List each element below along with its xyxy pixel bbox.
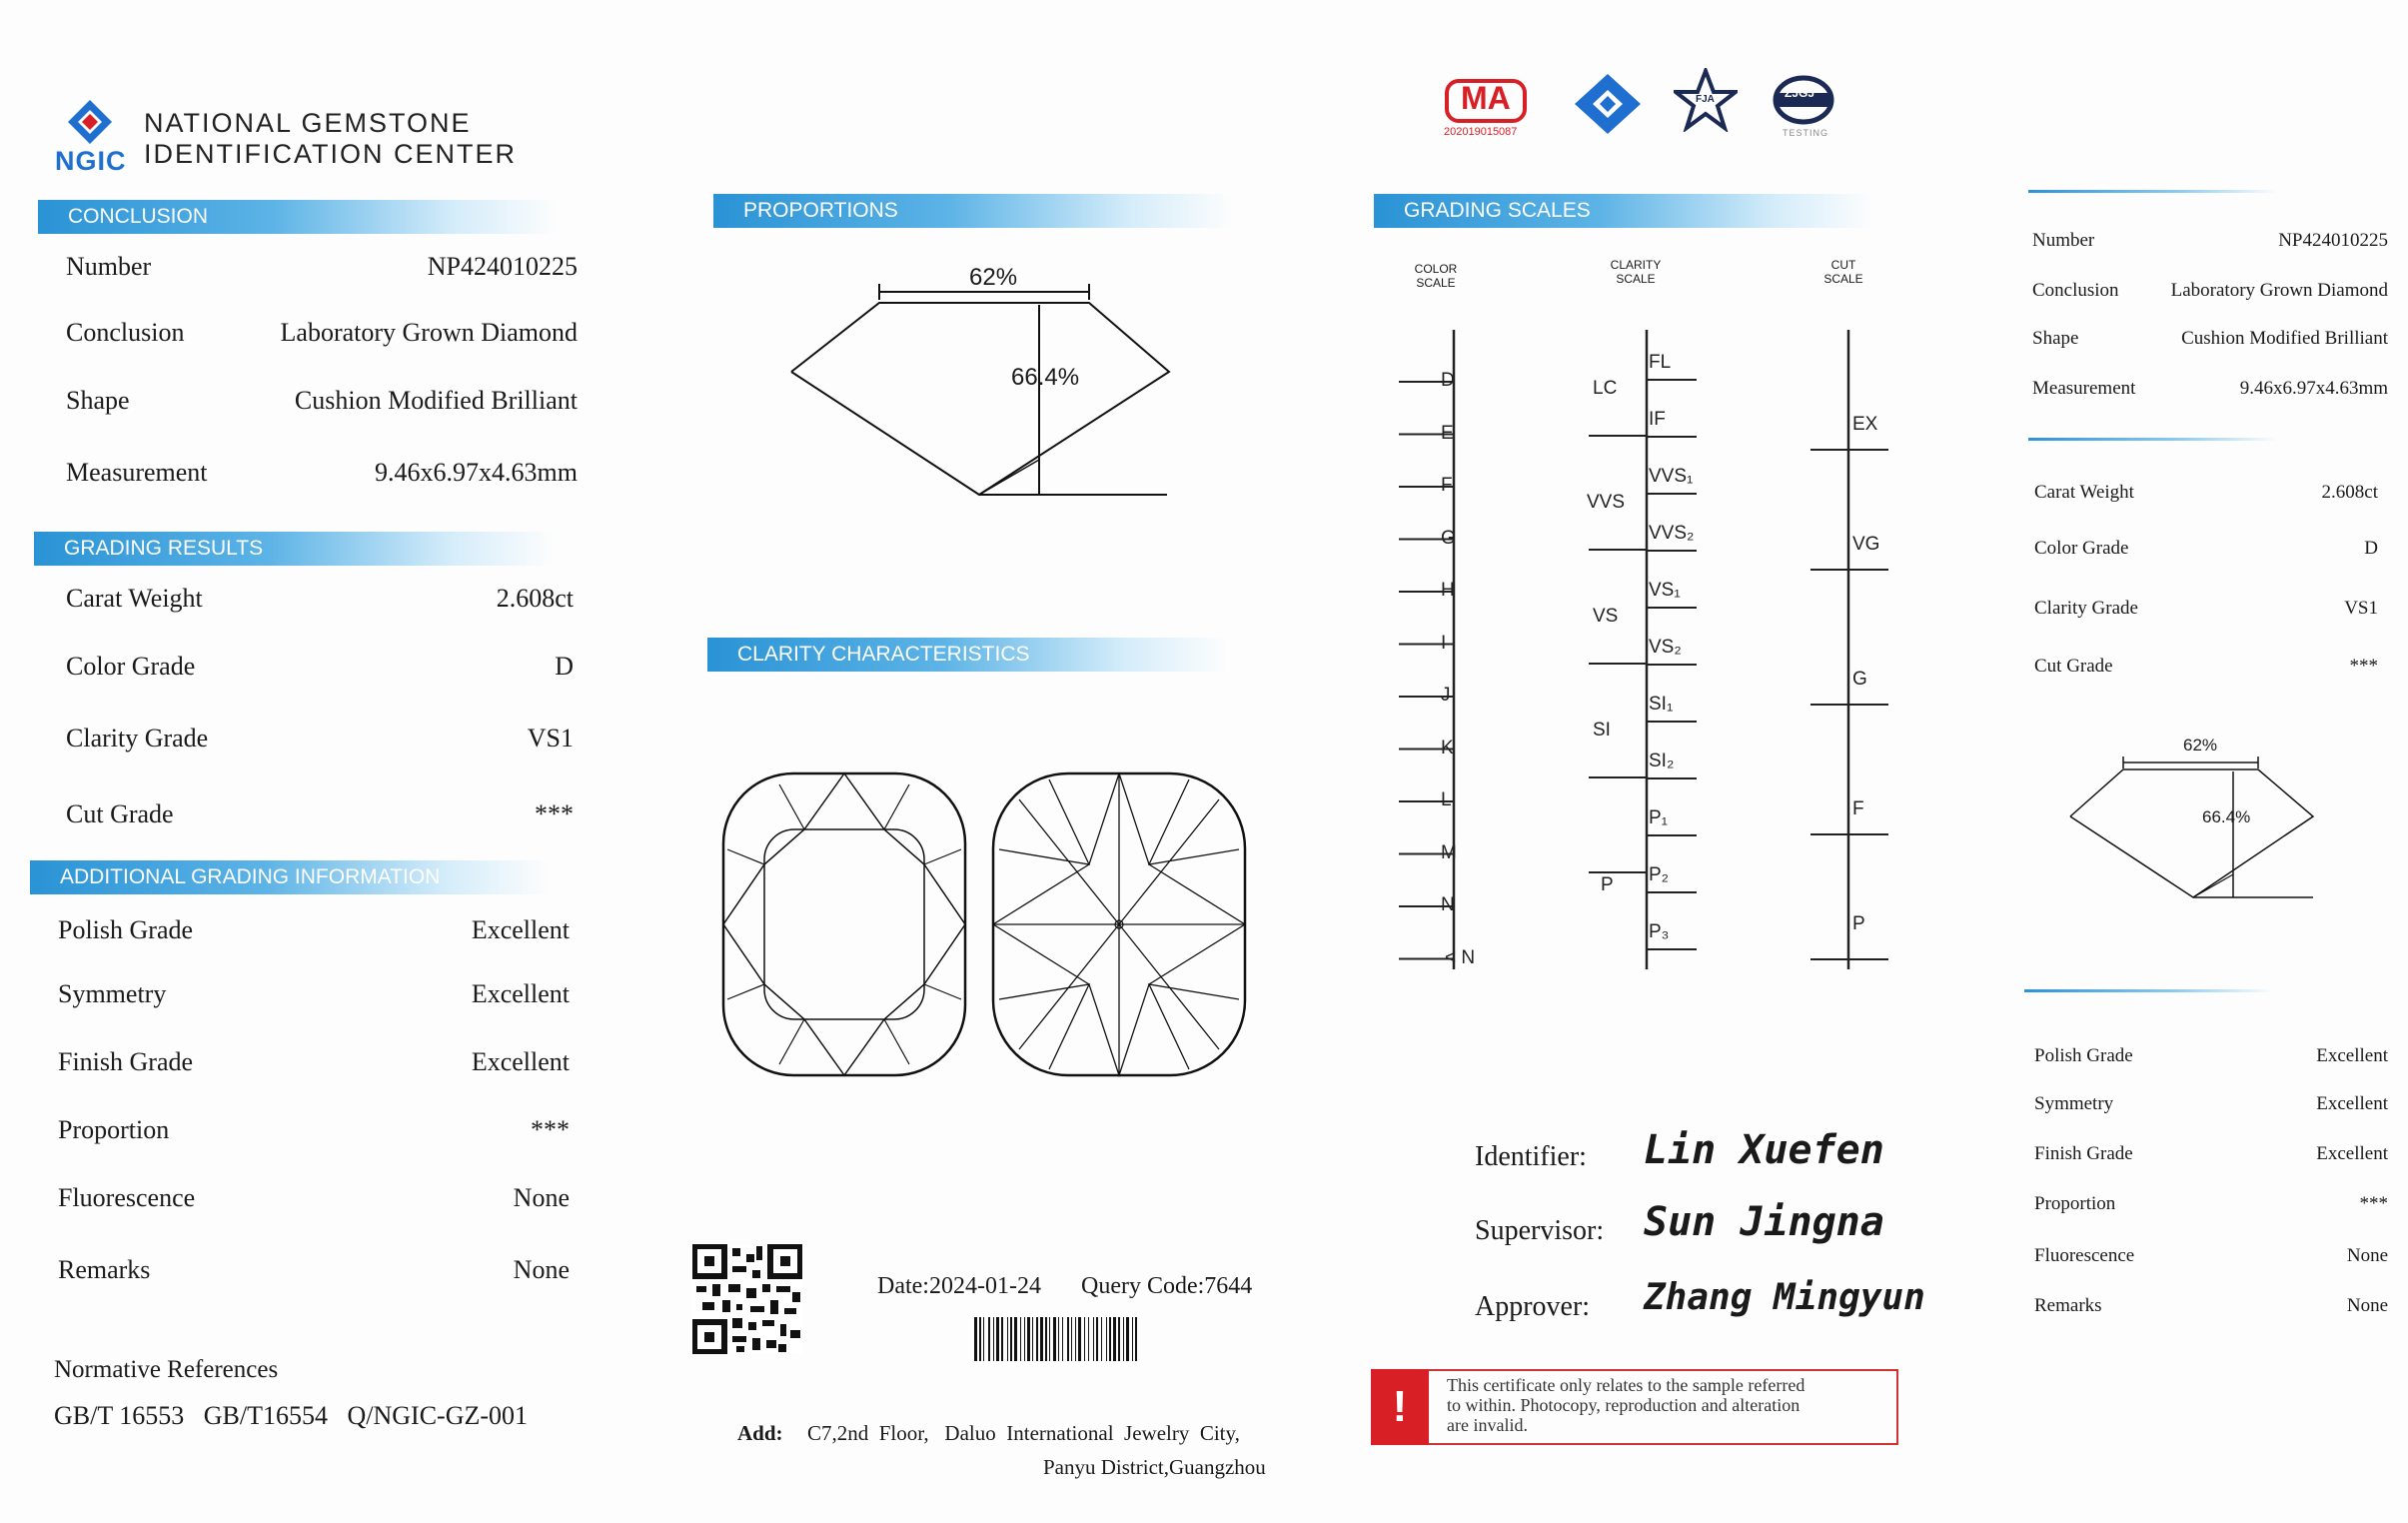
- barcode-bar: [996, 1317, 999, 1361]
- field-value: VS1: [527, 724, 574, 753]
- barcode-bar: [1007, 1317, 1008, 1361]
- barcode-bar: [1123, 1317, 1124, 1361]
- field-value: None: [513, 1183, 570, 1212]
- field-value: None: [513, 1255, 570, 1284]
- testing-text: TESTING: [1783, 128, 1829, 138]
- clarity-characteristics-header: CLARITY CHARACTERISTICS: [707, 638, 1227, 672]
- field-label: Fluorescence: [58, 1183, 196, 1212]
- org-name-line2: IDENTIFICATION CENTER: [144, 139, 518, 169]
- summary-proportion-diagram: [2068, 745, 2318, 904]
- barcode-bar: [988, 1317, 990, 1361]
- clarity-scale-title: CLARITY SCALE: [1610, 258, 1662, 286]
- field-value: VS1: [2344, 598, 2378, 619]
- barcode-bar: [1020, 1317, 1021, 1361]
- barcode-bar: [1113, 1317, 1116, 1361]
- barcode: [974, 1317, 1264, 1361]
- field-label: Finish Grade: [58, 1047, 194, 1076]
- field-value: Excellent: [2316, 1045, 2388, 1066]
- cut-scale-title: CUT SCALE: [1823, 258, 1863, 286]
- clarity-grade-label: SI₁: [1649, 694, 1674, 715]
- color-grade-label: G: [1441, 527, 1456, 549]
- color-scale-title: COLOR SCALE: [1414, 262, 1458, 290]
- summary-divider-mid: [2028, 438, 2278, 441]
- barcode-bar: [1040, 1317, 1043, 1361]
- summary-divider-top: [2028, 190, 2278, 193]
- color-grade-label: L: [1441, 789, 1452, 810]
- color-grade-label: < N: [1445, 946, 1476, 968]
- barcode-bar: [1135, 1317, 1137, 1361]
- barcode-bar: [1084, 1317, 1085, 1361]
- field-value: D: [2364, 538, 2378, 559]
- field-value: 2.608ct: [2321, 482, 2378, 503]
- clarity-grade-label: P₁: [1649, 807, 1669, 828]
- grading-scales-lines: [1379, 320, 1898, 979]
- org-name-line1: NATIONAL GEMSTONE: [144, 108, 472, 138]
- field-label: Color Grade: [66, 652, 196, 681]
- field-value: NP424010225: [2278, 230, 2388, 251]
- barcode-bar: [993, 1317, 994, 1361]
- grading-results-header: GRADING RESULTS: [34, 532, 554, 566]
- barcode-bar: [1075, 1317, 1076, 1361]
- field-label: Conclusion: [66, 318, 185, 347]
- field-value: Laboratory Grown Diamond: [280, 318, 578, 347]
- cma-number: 202019015087: [1444, 126, 1518, 138]
- barcode-bar: [1001, 1317, 1003, 1361]
- normative-refs: GB/T 16553 GB/T16554 Q/NGIC-GZ-001: [54, 1401, 529, 1430]
- supervisor-signature: Sun Jingna: [1644, 1199, 1884, 1245]
- field-label: Symmetry: [2034, 1093, 2114, 1114]
- field-value: Excellent: [471, 1047, 570, 1076]
- barcode-bar: [1096, 1317, 1098, 1361]
- fja-text: FJA: [1696, 94, 1715, 105]
- clarity-group-label: SI: [1593, 720, 1611, 741]
- barcode-bar: [979, 1317, 981, 1361]
- qr-code[interactable]: [692, 1244, 802, 1354]
- barcode-bar: [1088, 1317, 1089, 1361]
- barcode-bar: [1093, 1317, 1094, 1361]
- summary-divider-bottom: [2024, 989, 2274, 992]
- ngic-logo-text: NGIC: [55, 146, 127, 176]
- field-value: Laboratory Grown Diamond: [2170, 280, 2388, 301]
- field-label: Shape: [66, 386, 130, 415]
- field-label: Number: [2032, 230, 2095, 251]
- field-label: Carat Weight: [2034, 482, 2134, 503]
- crown-plot-diagram: [719, 769, 969, 1079]
- field-value: ***: [2359, 1193, 2388, 1214]
- color-grade-label: F: [1441, 475, 1453, 496]
- barcode-bar: [1053, 1317, 1056, 1361]
- barcode-bar: [1014, 1317, 1017, 1361]
- address-label: Add:: [737, 1421, 783, 1445]
- color-grade-label: M: [1441, 841, 1457, 863]
- clarity-grade-label: VVS₁: [1649, 466, 1694, 487]
- barcode-bar: [983, 1317, 984, 1361]
- field-label: Polish Grade: [2034, 1045, 2133, 1066]
- field-value: D: [555, 652, 574, 681]
- clarity-grade-label: VVS₂: [1649, 523, 1695, 544]
- field-value: 9.46x6.97x4.63mm: [375, 458, 578, 487]
- address-line1: C7,2nd Floor, Daluo International Jewelry City,: [807, 1421, 1240, 1445]
- color-grade-label: E: [1441, 422, 1454, 444]
- cut-grade-label: EX: [1852, 414, 1878, 435]
- additional-info-header: ADDITIONAL GRADING INFORMATION: [30, 860, 550, 894]
- clarity-grade-label: FL: [1649, 352, 1672, 373]
- barcode-bar: [1106, 1317, 1107, 1361]
- clarity-grade-label: P₂: [1649, 864, 1670, 885]
- cut-grade-label: VG: [1852, 534, 1880, 555]
- exclamation-icon: !: [1371, 1369, 1429, 1445]
- cut-grade-label: F: [1852, 798, 1864, 819]
- clarity-grade-label: VS₂: [1649, 637, 1682, 658]
- field-label: Symmetry: [58, 979, 167, 1008]
- conclusion-header: CONCLUSION: [38, 200, 558, 234]
- approver-label: Approver:: [1475, 1291, 1591, 1322]
- barcode-bar: [1058, 1317, 1059, 1361]
- zjgj-text: ZJGJ: [1785, 86, 1815, 100]
- ngic-mark-icon: [1571, 72, 1645, 136]
- query-code: Query Code:7644: [1081, 1273, 1253, 1299]
- field-value: Excellent: [471, 915, 570, 944]
- barcode-bar: [1036, 1317, 1038, 1361]
- field-value: None: [2346, 1295, 2388, 1316]
- field-value: Excellent: [2316, 1093, 2388, 1114]
- approver-signature: Zhang Mingyun: [1644, 1277, 1925, 1318]
- color-grade-label: D: [1441, 370, 1455, 391]
- field-label: Color Grade: [2034, 538, 2129, 559]
- barcode-bar: [1132, 1317, 1133, 1361]
- field-value: NP424010225: [427, 252, 578, 281]
- field-label: Fluorescence: [2034, 1245, 2135, 1266]
- color-grade-label: J: [1441, 685, 1451, 706]
- field-label: Proportion: [58, 1115, 170, 1144]
- barcode-bar: [1024, 1317, 1025, 1361]
- barcode-bar: [1049, 1317, 1050, 1361]
- field-label: Clarity Grade: [66, 724, 209, 753]
- notice-text: This certificate only relates to the sample referred to within. Photocopy, reproduction and alteration are invalid.: [1447, 1375, 1806, 1435]
- clarity-grade-label: SI₂: [1649, 751, 1675, 771]
- grading-scales-header: GRADING SCALES: [1374, 194, 1873, 228]
- summary-depth-percentage: 66.4%: [2202, 807, 2251, 826]
- barcode-bar: [1071, 1317, 1072, 1361]
- identifier-signature: Lin Xuefen: [1644, 1127, 1884, 1173]
- barcode-bar: [1045, 1317, 1047, 1361]
- barcode-bar: [1032, 1317, 1033, 1361]
- color-grade-label: H: [1441, 580, 1455, 601]
- pavilion-plot-diagram: [989, 769, 1249, 1079]
- field-label: Measurement: [2032, 378, 2136, 399]
- field-value: Cushion Modified Brilliant: [2181, 328, 2388, 349]
- field-label: Remarks: [2034, 1295, 2102, 1316]
- address-line2: Panyu District,Guangzhou: [1043, 1455, 1266, 1479]
- barcode-bar: [1126, 1317, 1129, 1361]
- barcode-bar: [1010, 1317, 1012, 1361]
- barcode-bar: [974, 1317, 977, 1361]
- field-value: ***: [535, 799, 574, 828]
- supervisor-label: Supervisor:: [1475, 1215, 1605, 1246]
- field-value: 9.46x6.97x4.63mm: [2239, 378, 2388, 399]
- clarity-grade-label: P₃: [1649, 921, 1670, 942]
- field-label: Carat Weight: [66, 584, 203, 613]
- field-label: Number: [66, 252, 152, 281]
- field-label: Finish Grade: [2034, 1143, 2133, 1164]
- identifier-label: Identifier:: [1475, 1141, 1587, 1172]
- barcode-bar: [1027, 1317, 1030, 1361]
- clarity-group-label: VVS: [1587, 492, 1626, 513]
- depth-percentage: 66.4%: [1011, 364, 1080, 391]
- color-grade-label: K: [1441, 737, 1454, 759]
- field-value: Excellent: [2316, 1143, 2388, 1164]
- field-value: ***: [531, 1115, 570, 1144]
- barcode-bar: [1101, 1317, 1102, 1361]
- clarity-grade-label: IF: [1649, 409, 1666, 430]
- field-value: ***: [2349, 656, 2378, 677]
- table-percentage: 62%: [969, 264, 1018, 291]
- field-label: Measurement: [66, 458, 208, 487]
- field-label: Polish Grade: [58, 915, 194, 944]
- field-label: Cut Grade: [2034, 656, 2113, 677]
- zjgj-logo-icon: [1772, 74, 1835, 128]
- field-label: Shape: [2032, 328, 2079, 349]
- proportion-diagram: [789, 260, 1189, 510]
- field-label: Conclusion: [2032, 280, 2119, 301]
- field-label: Proportion: [2034, 1193, 2116, 1214]
- clarity-group-label: LC: [1593, 378, 1618, 399]
- issue-date: Date:2024-01-24: [877, 1273, 1041, 1299]
- color-grade-label: I: [1441, 632, 1447, 654]
- field-label: Remarks: [58, 1255, 151, 1284]
- barcode-bar: [1078, 1317, 1081, 1361]
- field-value: Cushion Modified Brilliant: [294, 386, 578, 415]
- normative-title: Normative References: [54, 1356, 279, 1383]
- cma-logo-text: MA: [1461, 80, 1511, 116]
- summary-table-percentage: 62%: [2183, 736, 2218, 755]
- clarity-group-label: VS: [1593, 606, 1619, 627]
- barcode-bar: [1118, 1317, 1120, 1361]
- field-value: Excellent: [471, 979, 570, 1008]
- barcode-bar: [1062, 1317, 1063, 1361]
- field-label: Cut Grade: [66, 799, 174, 828]
- color-grade-label: N: [1441, 894, 1455, 915]
- cut-grade-label: P: [1852, 913, 1865, 934]
- clarity-group-label: P: [1601, 874, 1614, 895]
- proportions-header: PROPORTIONS: [713, 194, 1233, 228]
- clarity-grade-label: VS₁: [1649, 580, 1681, 601]
- field-label: Clarity Grade: [2034, 598, 2138, 619]
- cut-grade-label: G: [1852, 669, 1867, 690]
- field-value: None: [2346, 1245, 2388, 1266]
- barcode-bar: [1067, 1317, 1069, 1361]
- barcode-bar: [1109, 1317, 1111, 1361]
- field-value: 2.608ct: [496, 584, 574, 613]
